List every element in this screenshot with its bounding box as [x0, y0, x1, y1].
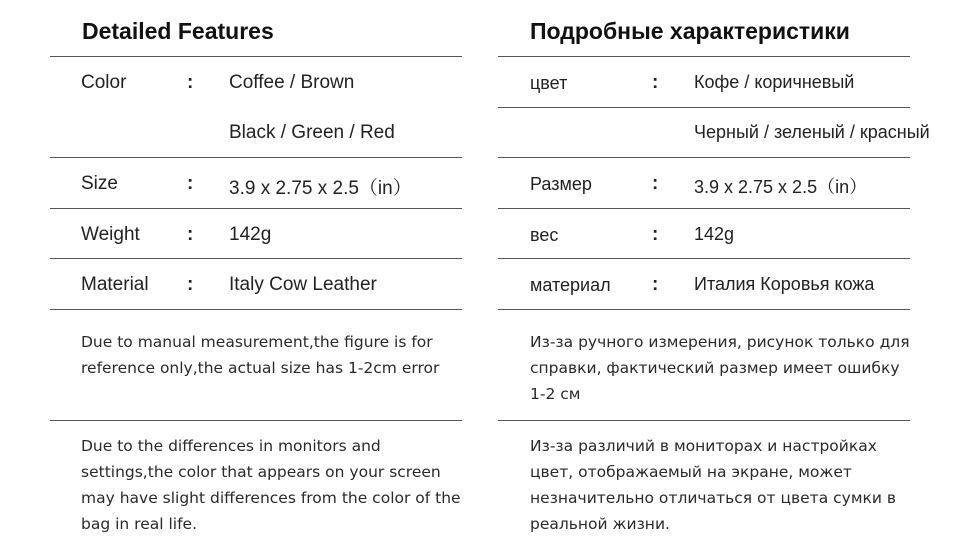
features-panel-en [50, 0, 462, 555]
spec-label: вес [530, 225, 559, 245]
panel-title: Подробные характеристики [530, 18, 850, 44]
color-note: Due to the differences in monitors and settings,the color that appears on your screen may have slight differences from the color of the bag in real life. [81, 437, 461, 533]
spec-row-material [498, 259, 910, 309]
spec-label: материал [530, 275, 611, 295]
spec-value: 142g [694, 224, 735, 244]
divider [498, 420, 910, 421]
spec-row-size [50, 158, 462, 208]
spec-label: Size [81, 173, 118, 194]
spec-colon: : [652, 274, 659, 295]
spec-row-size [498, 158, 910, 208]
features-panel-ru [498, 0, 930, 555]
spec-value: 3.9 x 2.75 x 2.5（in） [694, 177, 868, 197]
spec-value: Черный / зеленый / красный [694, 122, 930, 142]
spec-row-weight [50, 209, 462, 259]
spec-colon: : [187, 274, 194, 295]
spec-colon: : [652, 224, 659, 245]
spec-colon: : [187, 224, 194, 245]
measurement-note: Due to manual measurement,the figure is for reference only,the actual size has 1-2cm error [81, 333, 440, 377]
spec-row-color [50, 57, 462, 107]
spec-label: Color [81, 72, 127, 93]
divider [498, 309, 910, 310]
spec-row-weight [498, 209, 910, 259]
spec-label: Material [81, 274, 149, 295]
color-note: Из-за различий в мониторах и настройках цвет, отображаемый на экране, может незначительно отличаться от цвета сумки в реальной жизни. [530, 437, 897, 533]
spec-value: 3.9 x 2.75 x 2.5（in） [229, 178, 412, 199]
spec-colon: : [187, 72, 194, 93]
spec-colon: : [652, 72, 659, 93]
spec-row-color-extra [498, 107, 930, 157]
divider [50, 309, 462, 310]
spec-row-color [498, 57, 910, 107]
spec-label: Weight [81, 224, 140, 245]
spec-value: Black / Green / Red [229, 122, 395, 143]
divider [50, 420, 462, 421]
measurement-note: Из-за ручного измерения, рисунок только для справки, фактический размер имеет ошибку 1-2 см [530, 333, 910, 403]
spec-value: 142g [229, 224, 272, 245]
spec-row-material [50, 259, 462, 309]
spec-value: Italy Cow Leather [229, 274, 377, 295]
spec-value: Италия Коровья кожа [694, 274, 875, 294]
spec-colon: : [187, 173, 194, 194]
spec-value: Coffee / Brown [229, 72, 355, 93]
spec-value: Кофе / коричневый [694, 72, 855, 92]
spec-label: Размер [530, 174, 592, 194]
spec-label: цвет [530, 73, 568, 93]
spec-colon: : [652, 173, 659, 194]
panel-title: Detailed Features [82, 18, 274, 44]
spec-row-color-extra [50, 107, 462, 157]
